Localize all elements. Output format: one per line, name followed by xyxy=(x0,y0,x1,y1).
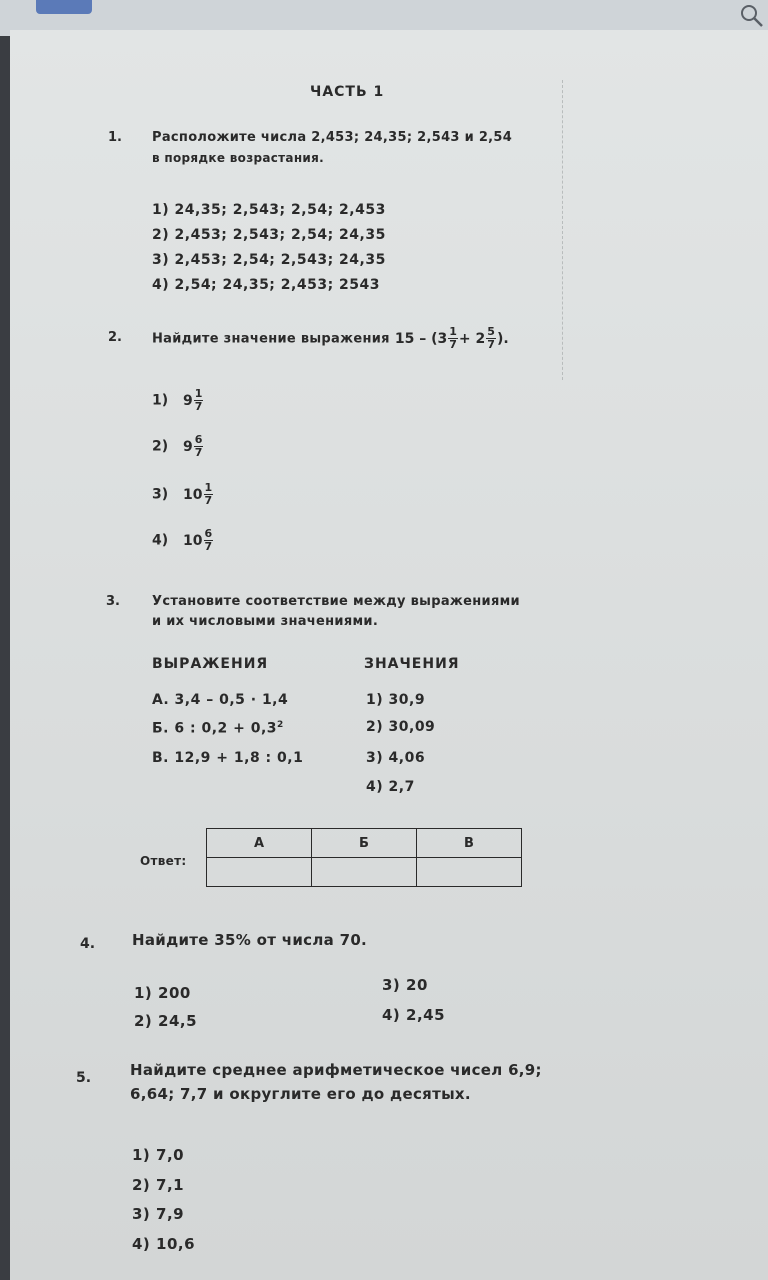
expr-fraction-2-num: 5 xyxy=(487,325,495,338)
question-3-text-line1: Установите соответствие между выражениями xyxy=(152,594,520,609)
option-label: 4) xyxy=(152,532,169,549)
question-5-option-3[interactable]: 3) 7,9 xyxy=(132,1205,185,1223)
question-2-option-2[interactable] xyxy=(152,434,204,459)
option-fraction xyxy=(204,482,214,507)
value-3: 3) 4,06 xyxy=(366,750,426,766)
question-2-number: 2. xyxy=(108,330,122,345)
search-icon[interactable] xyxy=(738,2,764,28)
answer-cell-b[interactable] xyxy=(312,858,417,887)
question-1-text-line2: в порядке возрастания. xyxy=(152,151,324,165)
answer-header-b: Б xyxy=(312,829,417,858)
answer-header-v: В xyxy=(417,829,522,858)
question-2-option-1[interactable] xyxy=(152,388,204,413)
question-2-option-4[interactable] xyxy=(152,528,214,553)
question-3-number: 3. xyxy=(106,594,120,609)
expr-fraction-2-den: 7 xyxy=(487,338,495,351)
expr-part-a: 15 – (3 xyxy=(394,330,448,347)
answer-table-input-row xyxy=(207,858,522,887)
question-1-option-2[interactable]: 2) 2,453; 2,543; 2,54; 24,35 xyxy=(152,227,386,243)
option-label: 1) xyxy=(152,392,169,409)
option-label: 2) xyxy=(152,438,169,455)
question-4-text: Найдите 35% от числа 70. xyxy=(132,931,368,949)
worksheet-page xyxy=(10,30,768,1280)
question-5-text-line1: Найдите среднее арифметическое чисел 6,9; xyxy=(130,1061,542,1079)
question-4-option-1[interactable]: 1) 200 xyxy=(134,984,191,1002)
option-fraction xyxy=(194,434,204,459)
question-5-option-4[interactable]: 4) 10,6 xyxy=(132,1235,196,1253)
active-tab[interactable] xyxy=(36,0,92,14)
value-4: 4) 2,7 xyxy=(366,779,415,795)
value-1: 1) 30,9 xyxy=(366,692,426,708)
option-whole: 10 xyxy=(183,532,203,549)
question-5-number: 5. xyxy=(76,1070,92,1086)
question-2-prompt: Найдите значение выражения xyxy=(152,331,390,347)
expression-a: А. 3,4 – 0,5 · 1,4 xyxy=(152,692,289,708)
question-4-option-2[interactable]: 2) 24,5 xyxy=(134,1012,198,1030)
option-whole: 10 xyxy=(183,486,203,503)
expression-v: В. 12,9 + 1,8 : 0,1 xyxy=(152,750,304,766)
question-4-option-3[interactable]: 3) 20 xyxy=(382,976,428,994)
question-5-option-1[interactable]: 1) 7,0 xyxy=(132,1146,185,1164)
expression-b xyxy=(152,720,284,737)
question-4-option-4[interactable]: 4) 2,45 xyxy=(382,1006,446,1024)
question-2-expression xyxy=(394,325,509,351)
answer-table xyxy=(206,828,522,887)
answer-cell-a[interactable] xyxy=(207,858,312,887)
expr-fraction-1-num: 1 xyxy=(449,325,457,338)
margin-line xyxy=(562,80,563,380)
question-3-text-line2: и их числовыми значениями. xyxy=(152,614,379,629)
question-5-option-2[interactable]: 2) 7,1 xyxy=(132,1176,185,1194)
expression-b-exponent: 2 xyxy=(277,720,284,730)
answer-cell-v[interactable] xyxy=(417,858,522,887)
expr-fraction-1 xyxy=(448,326,458,351)
option-fraction-den: 7 xyxy=(204,494,213,507)
option-fraction xyxy=(194,388,204,413)
answer-label: Ответ: xyxy=(140,854,187,868)
value-2: 2) 30,09 xyxy=(366,719,436,735)
values-header: ЗНАЧЕНИЯ xyxy=(364,656,460,672)
option-whole: 9 xyxy=(183,438,193,455)
option-fraction-den: 7 xyxy=(204,540,213,553)
expression-b-text: Б. 6 : 0,2 + 0,3 xyxy=(152,720,278,737)
question-1-text-line1: Расположите числа 2,453; 24,35; 2,543 и 2,54 xyxy=(152,130,513,145)
expr-fraction-2 xyxy=(486,326,496,351)
question-1-option-1[interactable]: 1) 24,35; 2,543; 2,54; 2,453 xyxy=(152,202,386,218)
expr-part-plus: + 2 xyxy=(458,330,486,347)
expr-part-end: ). xyxy=(496,330,509,347)
expressions-header: ВЫРАЖЕНИЯ xyxy=(152,656,269,672)
option-fraction-num: 1 xyxy=(194,387,203,400)
option-fraction-num: 6 xyxy=(204,527,213,540)
option-label: 3) xyxy=(152,486,169,503)
question-2-text xyxy=(152,326,509,351)
option-whole: 9 xyxy=(183,392,193,409)
question-1-option-3[interactable]: 3) 2,453; 2,54; 2,543; 24,35 xyxy=(152,252,386,268)
option-fraction-num: 6 xyxy=(194,433,203,446)
question-1-option-4[interactable]: 4) 2,54; 24,35; 2,453; 2543 xyxy=(152,277,381,293)
question-5-text-line2: 6,64; 7,7 и округлите его до десятых. xyxy=(130,1085,471,1103)
option-fraction-den: 7 xyxy=(194,400,203,413)
answer-header-a: А xyxy=(207,829,312,858)
option-fraction-num: 1 xyxy=(204,481,213,494)
option-fraction xyxy=(204,528,214,553)
question-2-option-3[interactable] xyxy=(152,482,214,507)
question-4-number: 4. xyxy=(80,936,96,952)
answer-table-header-row xyxy=(207,829,522,858)
question-1-number: 1. xyxy=(108,130,122,145)
expr-fraction-1-den: 7 xyxy=(449,338,457,351)
part-title: ЧАСТЬ 1 xyxy=(310,84,385,100)
option-fraction-den: 7 xyxy=(194,446,203,459)
